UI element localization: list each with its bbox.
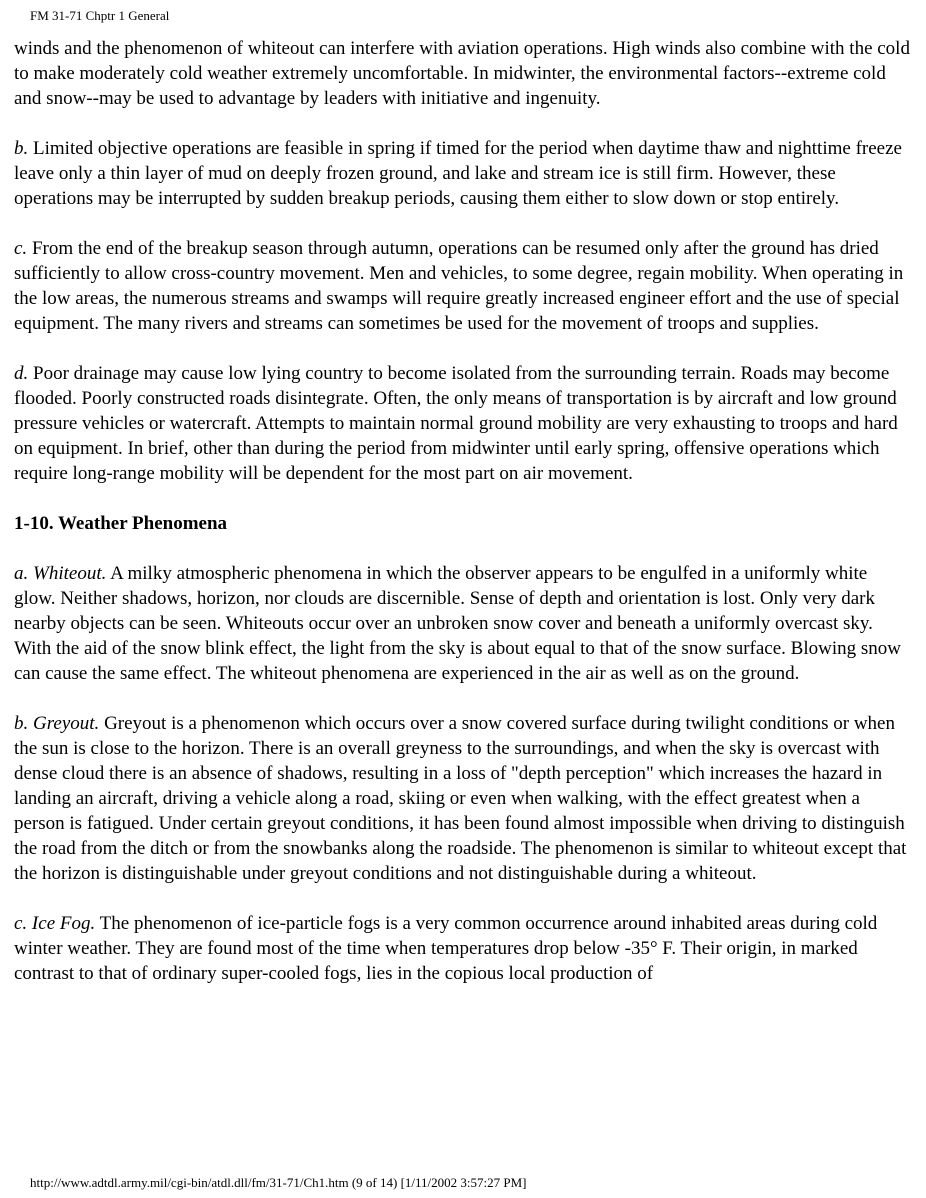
paragraph bbox=[14, 911, 912, 986]
document-body bbox=[14, 36, 912, 1011]
paragraph bbox=[14, 36, 912, 111]
print-footer: http://www.adtdl.army.mil/cgi-bin/atdl.dll/fm/31-71/Ch1.htm (9 of 14) [1/11/2002 3:57:27 PM] bbox=[30, 1175, 527, 1190]
paragraph-lead: c. Ice Fog. bbox=[14, 913, 96, 934]
paragraph-lead: a. Whiteout. bbox=[14, 563, 107, 584]
paragraph bbox=[14, 361, 912, 486]
paragraph-text: Greyout is a phenomenon which occurs over a snow covered surface during twilight conditions or when the sun is close to the horizon. There is an overall greyness to the surroundings, and when the sky is overcast with dense cloud there is an absence of shadows, resulting in a loss of "depth perception" which increases the hazard in landing an aircraft, driving a vehicle along a road, skiing or even when walking, with the effect greatest when a person is fatigued. Under certain greyout conditions, it has been found almost impossible when driving to distinguish the road from the ditch or from the snowbanks along the roadside. The phenomenon is similar to whiteout except that the horizon is distinguishable under greyout conditions and not distinguishable during a whiteout. bbox=[14, 713, 907, 884]
paragraph-lead: d. bbox=[14, 363, 29, 384]
paragraph bbox=[14, 561, 912, 686]
paragraph-lead: b. bbox=[14, 138, 29, 159]
paragraph-text: From the end of the breakup season through autumn, operations can be resumed only after the ground has dried sufficiently to allow cross-country movement. Men and vehicles, to some degree, regain mobility. When operating in the low areas, the numerous streams and swamps will require greatly increased engineer effort and the use of special equipment. The many rivers and streams can sometimes be used for the movement of troops and supplies. bbox=[14, 238, 904, 334]
paragraph bbox=[14, 711, 912, 886]
paragraph-lead: c. bbox=[14, 238, 28, 259]
paragraph-text: winds and the phenomenon of whiteout can interfere with aviation operations. High winds also combine with the cold to make moderately cold weather extremely uncomfortable. In midwinter, the environmental factors--extreme cold and snow--may be used to advantage by leaders with initiative and ingenuity. bbox=[14, 38, 910, 109]
paragraph-text: The phenomenon of ice-particle fogs is a very common occurrence around inhabited areas during cold winter weather. They are found most of the time when temperatures drop below -35° F. Their origin, in marked contrast to that of ordinary super-cooled fogs, lies in the copious local production of bbox=[14, 913, 878, 984]
section-heading: 1-10. Weather Phenomena bbox=[14, 513, 228, 534]
paragraph bbox=[14, 236, 912, 336]
paragraph-text: Limited objective operations are feasible in spring if timed for the period when daytime thaw and nighttime freeze leave only a thin layer of mud on deeply frozen ground, and lake and stream ice is still firm. However, these operations may be interrupted by sudden breakup periods, causing them either to slow down or stop entirely. bbox=[14, 138, 902, 209]
paragraph bbox=[14, 136, 912, 211]
paragraph-text: A milky atmospheric phenomena in which the observer appears to be engulfed in a uniformly white glow. Neither shadows, horizon, nor clouds are discernible. Sense of depth and orientation is lost. Only very dark nearby objects can be seen. Whiteouts occur over an unbroken snow cover and beneath a uniformly overcast sky. With the aid of the snow blink effect, the light from the sky is about equal to that of the snow surface. Blowing snow can cause the same effect. The whiteout phenomena are experienced in the air as well as on the ground. bbox=[14, 563, 901, 684]
paragraph-lead: b. Greyout. bbox=[14, 713, 100, 734]
paragraph-text: Poor drainage may cause low lying country to become isolated from the surrounding terrain. Roads may become flooded. Poorly constructed roads disintegrate. Often, the only means of transportation is by aircraft and low ground pressure vehicles or watercraft. Attempts to maintain normal ground mobility are very exhausting to troops and hard on equipment. In brief, other than during the period from midwinter until early spring, offensive operations which require long-range mobility will be dependent for the most part on air movement. bbox=[14, 363, 898, 484]
print-header: FM 31-71 Chptr 1 General bbox=[30, 8, 170, 23]
